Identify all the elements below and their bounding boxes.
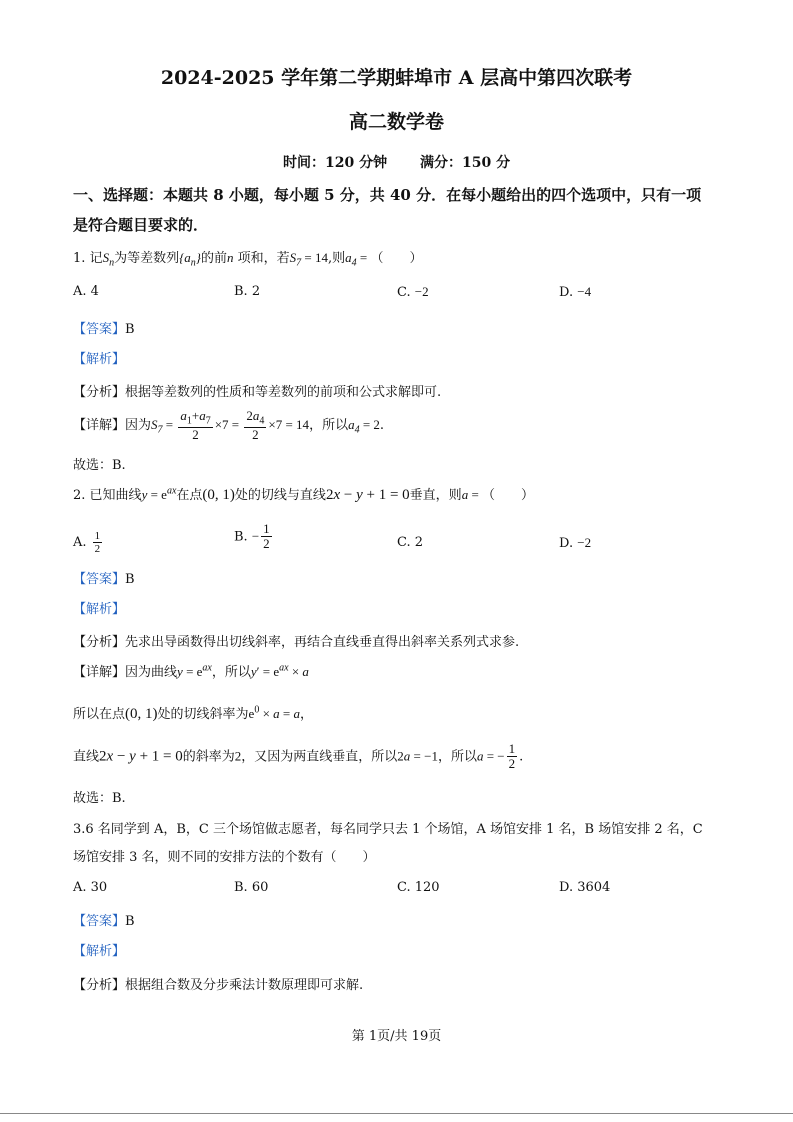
q1-text-4: 项和，若 bbox=[237, 251, 290, 266]
q3-analysis-tag: 【解析】 bbox=[73, 944, 126, 959]
q1-detail: 【详解】因为$S_7$ = $\frac{a_1+a_7}{2}$ ×7 = $\frac{2a_4}{2}$ ×7 = 14，所以$a_4 = 2$. bbox=[73, 408, 385, 442]
section-heading-line2: 是符合题目要求的． bbox=[73, 216, 209, 234]
q3-option-d: D. 3604 bbox=[559, 880, 611, 895]
q3-stem-line2: 场馆安排 3 名，则不同的安排方法的个数有（ ） bbox=[73, 850, 376, 865]
q3-fenxi: 【分析】根据组合数及分步乘法计数原理即可求解. bbox=[73, 978, 364, 993]
q1-analysis-tag: 【解析】 bbox=[73, 352, 126, 367]
page-number: 第 1页/共 19页 bbox=[351, 1029, 442, 1044]
q1-answer: 【答案】B bbox=[73, 322, 135, 337]
q2-conclusion: 故选：B. bbox=[73, 791, 126, 806]
q2-option-a: A. $\frac{1}{2}$ bbox=[73, 530, 101, 556]
q1-fenxi: 【分析】根据等差数列的性质和等差数列的前项和公式求解即可. bbox=[73, 385, 442, 400]
q1-number: 1. bbox=[73, 251, 86, 266]
q1-stem: 1. 记$S_n$为等差数列$\{a_n\}$的前n 项和，若$S_7 = 14$,则$a_4$ = （ ） bbox=[73, 250, 423, 269]
q2-detail-1: 【详解】因为曲线$y = e^{ax}$，所以$y' = e^{ax} \times a$ bbox=[73, 662, 309, 680]
q2-detail-3: 直线2x − y + 1 = 0的斜率为2，又因为两直线垂直，所以2a = −1，所以a = − $\frac{1}{2}$ . bbox=[73, 741, 524, 772]
q3-option-c: C. 120 bbox=[397, 880, 440, 895]
q1-text-5: ,则 bbox=[328, 251, 346, 266]
q1-text-1: 记 bbox=[89, 251, 103, 266]
q1-sn-symbol: $S_n$ bbox=[102, 250, 115, 269]
time-info: 时间：120 分钟 bbox=[283, 155, 388, 171]
q2-answer: 【答案】B bbox=[73, 572, 135, 587]
q1-option-d: D. −4 bbox=[559, 284, 592, 300]
q1-text-3: 的前 bbox=[200, 251, 227, 266]
exam-subtitle: 高二数学卷 bbox=[348, 111, 444, 133]
score-info: 满分：150 分 bbox=[420, 155, 511, 171]
q2-option-d: D. −2 bbox=[559, 535, 592, 551]
q1-option-a: A. 4 bbox=[73, 284, 99, 299]
q2-analysis-tag: 【解析】 bbox=[73, 602, 126, 617]
q2-fenxi: 【分析】先求出导函数得出切线斜率，再结合直线垂直得出斜率关系列式求参. bbox=[73, 635, 520, 650]
q2-option-c: C. 2 bbox=[397, 535, 424, 550]
q3-stem-line1: 3.6 名同学到 A，B，C 三个场馆做志愿者，每名同学只去 1 个场馆，A 场馆安排 1 名，B 场馆安排 2 名，C bbox=[73, 822, 703, 837]
q1-conclusion: 故选：B. bbox=[73, 458, 126, 473]
q3-answer: 【答案】B bbox=[73, 914, 135, 929]
q2-option-b: B. − $\frac{1}{2}$ bbox=[234, 521, 270, 552]
q1-condition: $S_7$ bbox=[289, 250, 302, 269]
section-heading-line1: 一、选择题：本题共 8 小题，每小题 5 分，共 40 分．在每小题给出的四个选项中，只有一项 bbox=[73, 186, 702, 204]
q1-paren: （ ） bbox=[370, 251, 423, 266]
q2-detail-2: 所以在点(0, 1)处的切线斜率为$e^0 \times a = a$， bbox=[73, 704, 314, 722]
footer-divider bbox=[0, 1113, 793, 1114]
q3-option-b: B. 60 bbox=[234, 880, 269, 895]
q2-stem: 2. 已知曲线$y = e^{ax}$在点(0, 1)处的切线与直线2x − y + 1 = 0垂直，则a = （ ） bbox=[73, 485, 535, 503]
q1-seq-symbol: $\{a_n\}$ bbox=[179, 250, 201, 269]
q1-option-b: B. 2 bbox=[234, 284, 261, 299]
exam-title: 2024-2025 学年第二学期蚌埠市 A 层高中第四次联考 bbox=[160, 67, 633, 89]
q1-option-c: C. −2 bbox=[397, 284, 429, 300]
q1-text-2: 为等差数列 bbox=[114, 251, 180, 266]
q3-option-a: A. 30 bbox=[73, 880, 108, 895]
